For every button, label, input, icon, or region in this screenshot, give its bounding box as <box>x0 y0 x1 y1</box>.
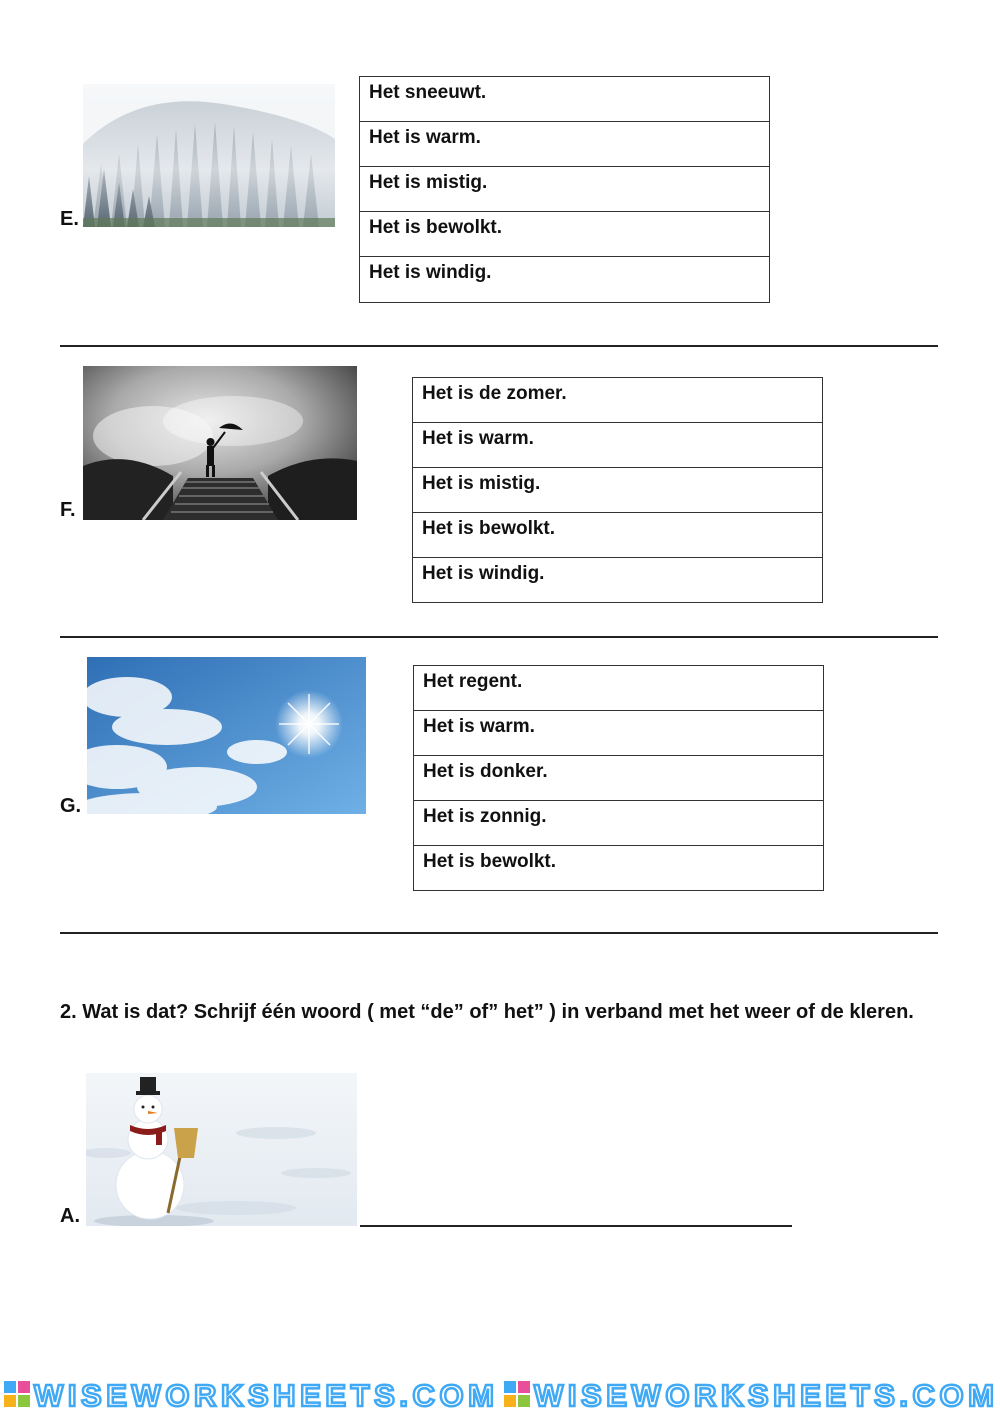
option-item[interactable]: Het is mistig. <box>413 468 822 513</box>
sunny-sky-image <box>87 657 366 814</box>
snowman-image <box>86 1073 357 1226</box>
divider <box>60 345 938 347</box>
option-item[interactable]: Het is warm. <box>414 711 823 756</box>
option-item[interactable]: Het sneeuwt. <box>360 77 769 122</box>
section-e-options <box>359 76 770 303</box>
windy-stairs-image <box>83 366 357 520</box>
option-item[interactable]: Het regent. <box>414 666 823 711</box>
divider <box>60 636 938 638</box>
answer-line[interactable] <box>360 1225 792 1227</box>
section-f-options <box>412 377 823 603</box>
option-item[interactable]: Het is bewolkt. <box>423 851 557 872</box>
brand-logo-icon <box>504 1381 530 1407</box>
section-f-label: F. <box>60 499 76 521</box>
misty-forest-image <box>83 84 335 227</box>
section-e-label: E. <box>60 208 79 230</box>
option-item[interactable]: Het is bewolkt. <box>413 513 822 558</box>
divider <box>60 932 938 934</box>
brand-logo-icon <box>4 1381 30 1407</box>
option-item[interactable]: Het is de zomer. <box>413 378 822 423</box>
option-item[interactable]: Het is windig. <box>369 262 492 283</box>
question-2-text: 2. Wat is dat? Schrijf één woord ( met “de” of” het” ) in verband met het weer of de kleren. <box>60 1001 914 1023</box>
section-g-options <box>413 665 824 891</box>
option-item[interactable]: Het is donker. <box>414 756 823 801</box>
section-g-label: G. <box>60 795 82 817</box>
option-item[interactable]: Het is windig. <box>422 563 545 584</box>
option-item[interactable]: Het is zonnig. <box>414 801 823 846</box>
option-item[interactable]: Het is mistig. <box>360 167 769 212</box>
item-a-label: A. <box>60 1205 80 1227</box>
footer-branding <box>0 1375 1000 1413</box>
brand-text: WISEWORKSHEETS.COM <box>34 1378 496 1413</box>
option-item[interactable]: Het is bewolkt. <box>360 212 769 257</box>
option-item[interactable]: Het is warm. <box>413 423 822 468</box>
option-item[interactable]: Het is warm. <box>360 122 769 167</box>
brand-text: WISEWORKSHEETS.COM <box>534 1378 996 1413</box>
